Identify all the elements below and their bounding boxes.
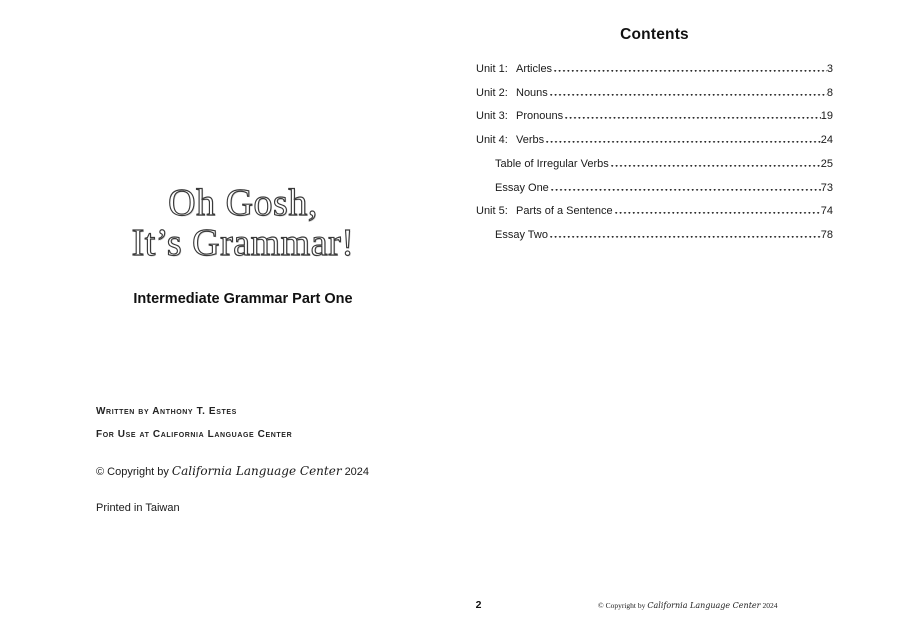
usage-line: For Use at California Language Center [96,429,293,440]
toc-page-number: 24 [820,134,833,147]
toc-entry-title: Table of Irregular Verbs [495,157,609,170]
toc-unit-label: Unit 5: [476,205,508,218]
toc-entry [476,229,833,253]
contents-heading: Contents [620,26,689,43]
dot-leader [549,94,827,96]
dot-leader [550,189,821,191]
author-line: Written by Anthony T. Estes [96,406,237,417]
toc-unit-label: Unit 1: [476,63,508,75]
dot-leader [549,236,821,238]
toc-entry-title: Verbs [516,134,545,147]
printed-in-line: Printed in Taiwan [96,502,180,514]
book-subtitle: Intermediate Grammar Part One [133,291,353,307]
book-title [33,183,453,263]
toc-entry-title: Nouns [516,86,548,99]
toc-page-number: 25 [820,157,833,170]
toc-entry-title: Articles [516,63,553,75]
toc-entry [476,205,833,229]
dot-leader [545,141,821,143]
footer-copyright [598,601,777,610]
toc-page-number: 3 [826,63,833,75]
toc-page-number: 78 [820,229,833,242]
toc-unit-label: Unit 3: [476,110,508,123]
toc-entry [476,63,833,87]
book-title-line2: It’s Grammar! [131,222,355,264]
toc-entry [476,110,833,134]
book-title-line1: Oh Gosh, [168,182,318,224]
table-of-contents [476,63,833,253]
toc-entry [476,158,833,182]
dot-leader [553,70,827,72]
dot-leader [610,165,821,167]
toc-page-number: 73 [820,181,833,194]
footer-copyright-center-name: California Language Center [647,601,761,610]
toc-entry-title: Essay One [495,181,549,194]
copyright-year: 2024 [344,466,370,478]
toc-page-number: 74 [820,205,833,218]
page-number: 2 [475,599,482,611]
toc-entry-title: Parts of a Sentence [516,205,613,218]
footer-copyright-prefix: © Copyright by [598,601,646,610]
copyright-prefix: © Copyright by [96,466,169,478]
toc-entry-title: Pronouns [516,110,564,123]
toc-page-number: 8 [826,86,833,99]
copyright-line [96,464,369,478]
dot-leader [564,117,821,119]
toc-entry [476,87,833,111]
toc-entry [476,182,833,206]
toc-entry-title: Essay Two [495,229,548,242]
toc-unit-label: Unit 4: [476,134,508,147]
toc-unit-label: Unit 2: [476,86,508,99]
footer-copyright-year: 2024 [762,601,778,610]
toc-page-number: 19 [820,110,833,123]
dot-leader [614,212,821,214]
toc-entry [476,134,833,158]
copyright-center-name: California Language Center [171,464,342,478]
